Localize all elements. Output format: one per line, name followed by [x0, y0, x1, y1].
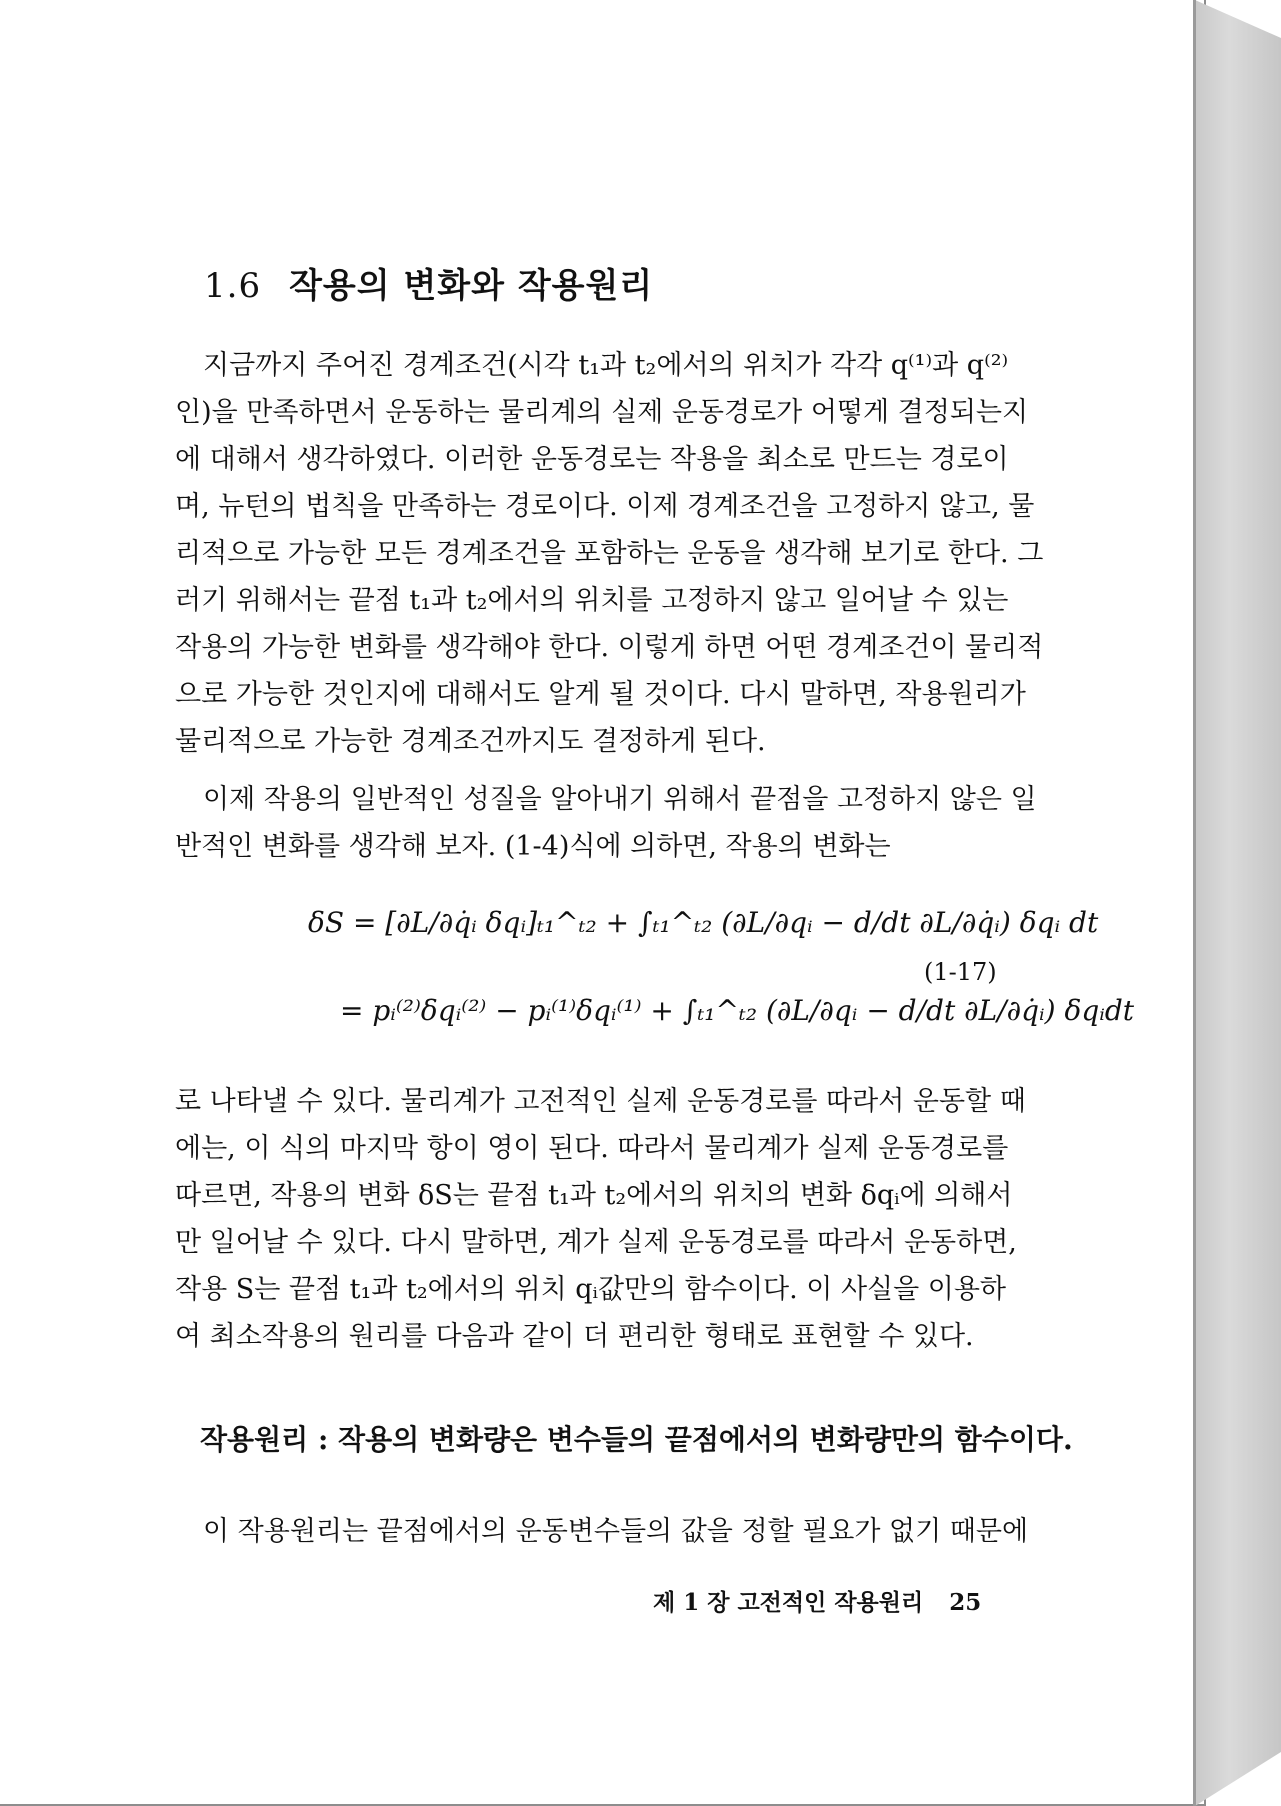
paragraph-1	[175, 342, 1044, 765]
paragraph-line: 이제 작용의 일반적인 성질을 알아내기 위해서 끝점을 고정하지 않은 일	[203, 784, 1037, 815]
page-number: 25	[949, 1589, 982, 1616]
paragraph-line: 에 대해서 생각하였다. 이러한 운동경로는 작용을 최소로 만드는 경로이	[175, 444, 1009, 475]
paragraph-line: 여 최소작용의 원리를 다음과 같이 더 편리한 형태로 표현할 수 있다.	[175, 1321, 974, 1352]
section-heading	[204, 258, 653, 307]
section-title: 작용의 변화와 작용원리	[289, 266, 654, 306]
paragraph-line: 따르면, 작용의 변화 δS는 끝점 t₁과 t₂에서의 위치의 변화 δqᵢ에 의해서	[175, 1180, 1013, 1211]
book-spine	[1195, 0, 1281, 1806]
paragraph-line: 러기 위해서는 끝점 t₁과 t₂에서의 위치를 고정하지 않고 일어날 수 있는	[175, 585, 1009, 616]
paragraph-line: 에는, 이 식의 마지막 항이 영이 된다. 따라서 물리계가 실제 운동경로를	[175, 1133, 1009, 1164]
equation-number: (1-17)	[924, 958, 997, 986]
equation-line-1: δS = [∂L/∂q̇ᵢ δqᵢ]ₜ₁^ₜ₂ + ∫ₜ₁^ₜ₂ (∂L/∂qᵢ − d/dt ∂L/∂q̇ᵢ) δqᵢ dt	[308, 906, 1099, 939]
paragraph-line: 인)을 만족하면서 운동하는 물리계의 실제 운동경로가 어떻게 결정되는지	[175, 397, 1029, 428]
paragraph-line: 반적인 변화를 생각해 보자. (1-4)식에 의하면, 작용의 변화는	[175, 831, 891, 862]
page-edge	[1193, 0, 1196, 1806]
paragraph-line: 지금까지 주어진 경계조건(시각 t₁과 t₂에서의 위치가 각각 q⁽¹⁾과 q⁽²⁾	[203, 350, 1009, 381]
paragraph-line: 으로 가능한 것인지에 대해서도 알게 될 것이다. 다시 말하면, 작용원리가	[175, 679, 1026, 710]
equation-line-2: = pᵢ⁽²⁾δqᵢ⁽²⁾ − pᵢ⁽¹⁾δqᵢ⁽¹⁾ + ∫ₜ₁^ₜ₂ (∂L/∂qᵢ − d/dt ∂L/∂q̇ᵢ) δqᵢdt	[340, 994, 1135, 1027]
paragraph-line: 만 일어날 수 있다. 다시 말하면, 계가 실제 운동경로를 따라서 운동하면,	[175, 1227, 1017, 1258]
action-principle-statement: 작용원리 : 작용의 변화량은 변수들의 끝점에서의 변화량만의 함수이다.	[200, 1423, 1073, 1456]
paragraph-3	[175, 1078, 1026, 1360]
paragraph-2	[175, 776, 1037, 870]
paragraph-line: 이 작용원리는 끝점에서의 운동변수들의 값을 정할 필요가 없기 때문에	[203, 1516, 1029, 1547]
paragraph-4	[175, 1508, 1029, 1555]
paragraph-line: 작용 S는 끝점 t₁과 t₂에서의 위치 qᵢ값만의 함수이다. 이 사실을 이용하	[175, 1274, 1007, 1305]
chapter-title: 제 1 장 고전적인 작용원리	[653, 1589, 924, 1616]
paragraph-line: 리적으로 가능한 모든 경계조건을 포함하는 운동을 생각해 보기로 한다. 그	[175, 538, 1044, 569]
paragraph-line: 작용의 가능한 변화를 생각해야 한다. 이렇게 하면 어떤 경계조건이 물리적	[175, 632, 1044, 663]
section-number: 1.6	[204, 266, 262, 306]
running-footer	[653, 1584, 981, 1617]
paragraph-line: 며, 뉴턴의 법칙을 만족하는 경로이다. 이제 경계조건을 고정하지 않고, 물	[175, 491, 1035, 522]
paragraph-line: 로 나타낼 수 있다. 물리계가 고전적인 실제 운동경로를 따라서 운동할 때	[175, 1086, 1026, 1117]
paragraph-line: 물리적으로 가능한 경계조건까지도 결정하게 된다.	[175, 726, 766, 757]
